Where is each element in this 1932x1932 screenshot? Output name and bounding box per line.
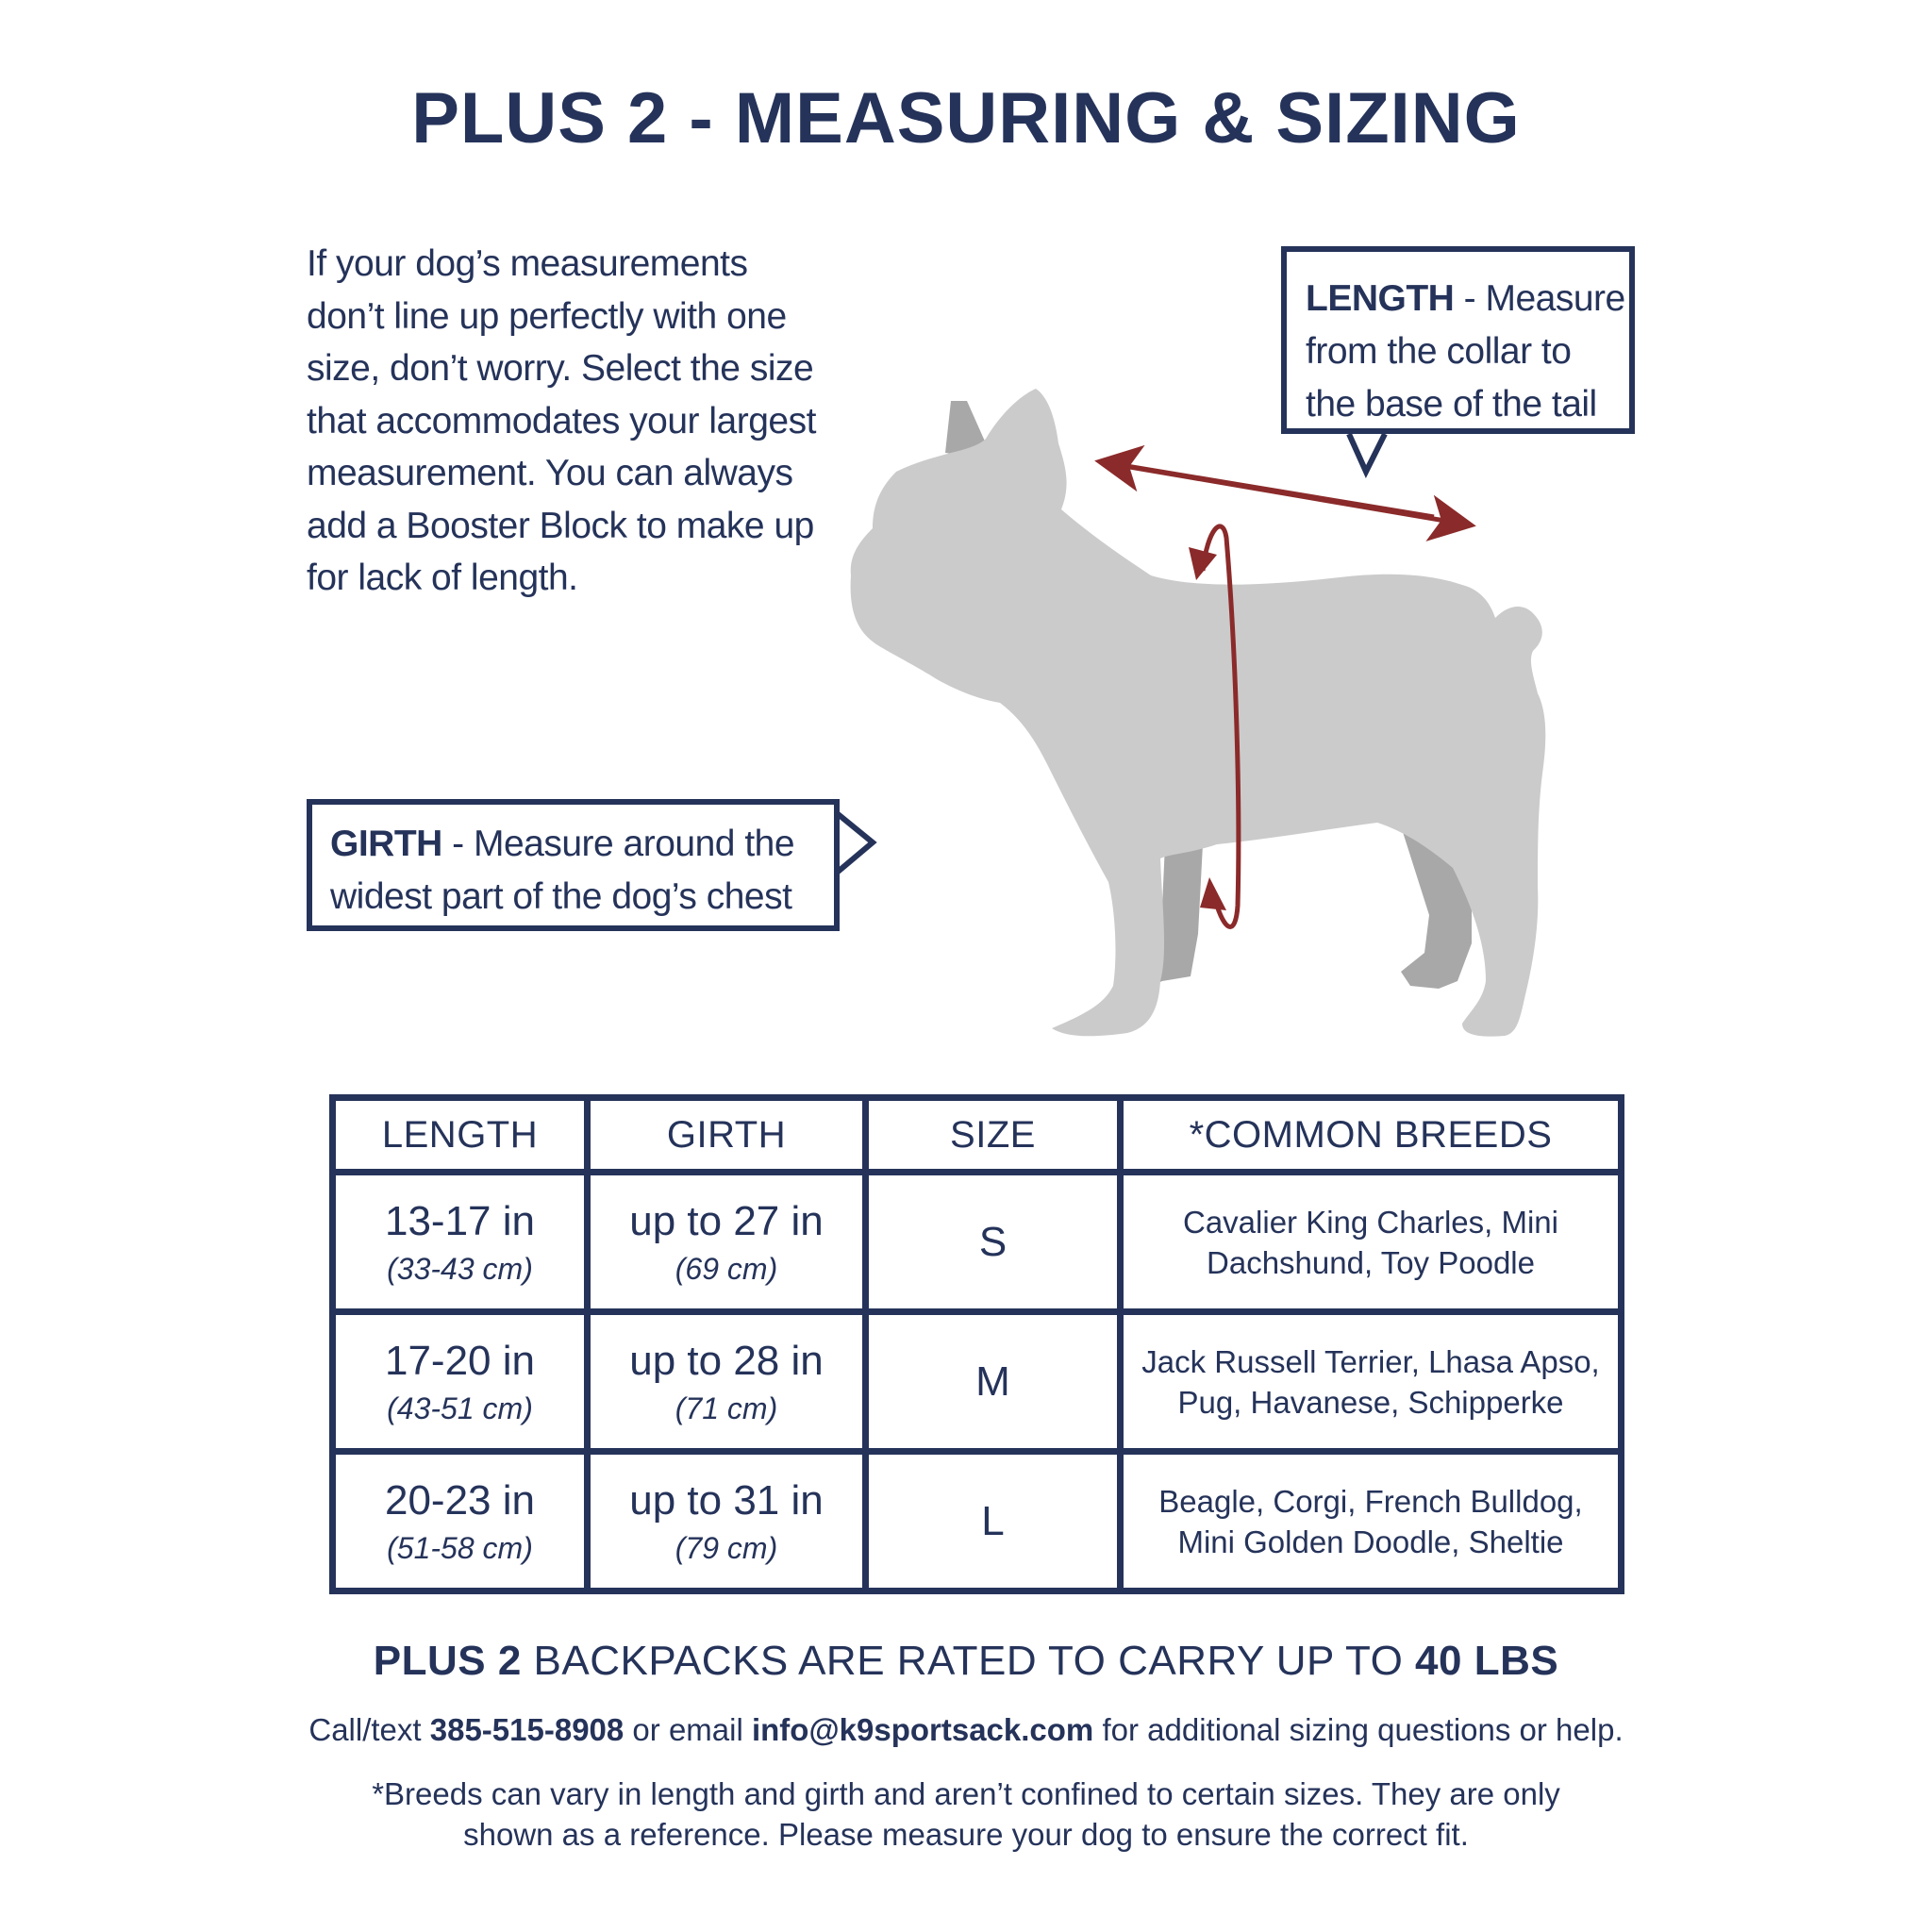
capacity-rating [0,1638,1932,1685]
contact-phone[interactable]: 385-515-8908 [429,1712,625,1747]
length-value: 17-20 in [384,1337,535,1384]
table-header-row [333,1098,1622,1173]
table-row [333,1452,1622,1591]
page-title: PLUS 2 - MEASURING & SIZING [411,78,1521,158]
length-cell [333,1312,588,1452]
breeds-value: Jack Russell Terrier, Lhasa Apso, Pug, Havanese, Schipperke [1141,1343,1600,1420]
girth-metric: (71 cm) [675,1391,778,1425]
contact-email[interactable]: info@k9sportsack.com [751,1712,1094,1747]
contact-middle: or email [624,1712,752,1747]
length-value: 13-17 in [384,1197,535,1244]
breeds-cell [1121,1452,1622,1591]
breeds-cell [1121,1173,1622,1312]
length-callout-text: - Measure from the collar to the base of the tail [1306,278,1625,425]
girth-metric: (69 cm) [675,1251,778,1286]
rating-capacity: 40 LBS [1415,1638,1559,1684]
header-length: LENGTH [333,1098,588,1173]
length-metric: (33-43 cm) [387,1251,533,1286]
girth-cell [588,1312,866,1452]
header-size: SIZE [866,1098,1121,1173]
breeds-cell [1121,1312,1622,1452]
size-cell [866,1312,1121,1452]
size-cell [866,1452,1121,1591]
girth-cell [588,1173,866,1312]
girth-value: up to 31 in [629,1476,824,1524]
length-arrow-tail [1113,464,1467,525]
size-value: M [975,1357,1010,1405]
size-cell [866,1173,1121,1312]
header-girth: GIRTH [588,1098,866,1173]
girth-callout-label: GIRTH [330,824,442,864]
girth-callout-pointer [837,813,873,873]
girth-cell [588,1452,866,1591]
length-cell [333,1452,588,1591]
girth-callout-text: - Measure around the widest part of the dog’s chest [330,824,795,917]
girth-value: up to 28 in [629,1337,824,1384]
contact-suffix: for additional sizing questions or help. [1093,1712,1624,1747]
length-metric: (43-51 cm) [387,1391,533,1425]
length-callout-pointer [1349,434,1385,472]
size-value: L [981,1497,1005,1544]
length-cell [333,1173,588,1312]
intro-text: If your dog’s measurements don’t line up perfectly with one size, don’t worry. Select the size that accommodates your largest measurement. You can always add a Booster Block to make up for lack of length. [307,243,816,598]
size-value: S [978,1218,1008,1265]
breed-disclaimer: *Breeds can vary in length and girth and aren’t confined to certain sizes. They are only shown as a reference. Please measure your dog to ensure the correct fit. [372,1776,1560,1852]
table-row [333,1173,1622,1312]
length-callout [1281,246,1635,434]
length-callout-label: LENGTH [1306,278,1455,319]
girth-arrowhead-top [1189,547,1217,580]
contact-line [0,1712,1932,1748]
length-value: 20-23 in [384,1476,535,1524]
rating-text: BACKPACKS ARE RATED TO CARRY UP TO [521,1638,1416,1684]
table-row [333,1312,1622,1452]
girth-arrowhead-bottom [1200,877,1226,910]
girth-value: up to 27 in [629,1197,824,1244]
girth-callout [307,799,840,931]
breeds-value: Beagle, Corgi, French Bulldog, Mini Golden Doodle, Sheltie [1158,1483,1583,1559]
length-metric: (51-58 cm) [387,1530,533,1565]
contact-prefix: Call/text [308,1712,430,1747]
sizing-table [329,1094,1624,1594]
header-breeds: *COMMON BREEDS [1121,1098,1622,1173]
breeds-value: Cavalier King Charles, Mini Dachshund, Toy Poodle [1183,1204,1558,1280]
rating-product: PLUS 2 [373,1638,522,1684]
girth-metric: (79 cm) [675,1530,778,1565]
